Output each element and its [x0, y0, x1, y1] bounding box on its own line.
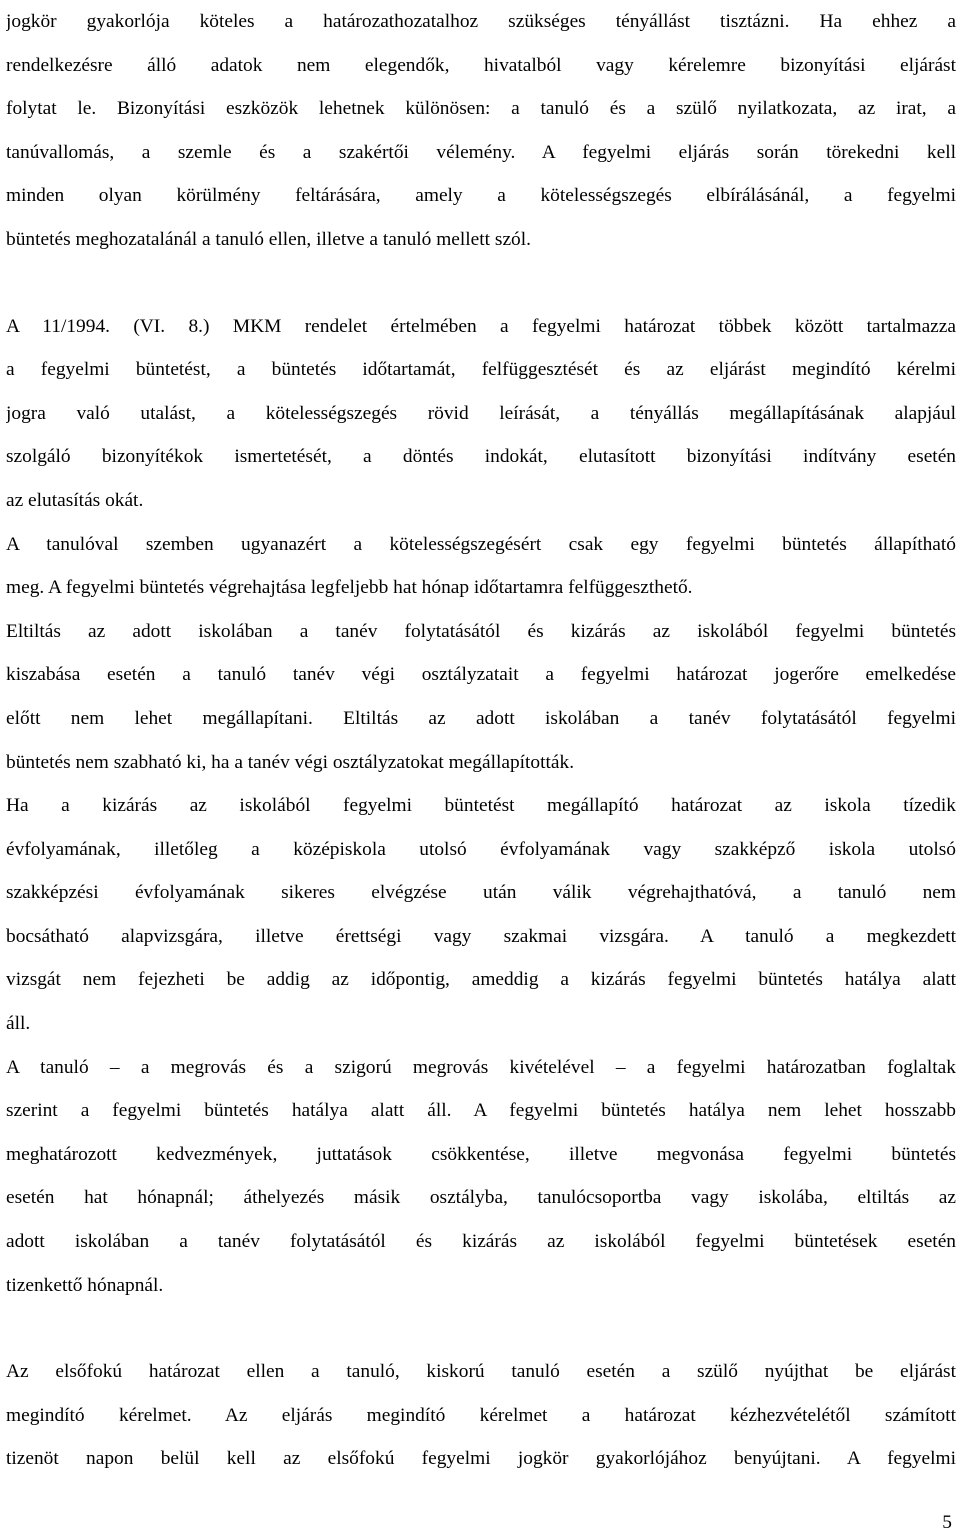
text-line: büntetés meghozatalánál a tanuló ellen, illetve a tanuló mellett szól. — [6, 228, 531, 250]
text-line: A tanuló – a megrovás és a szigorú megrovás kivételével – a fegyelmi határozatban foglaltak — [6, 1056, 956, 1078]
text-line: szolgáló bizonyítékok ismertetését, a döntés indokát, elutasított bizonyítási indítvány esetén — [6, 446, 956, 468]
page-number: 5 — [942, 1512, 952, 1533]
text-line: Ha a kizárás az iskolából fegyelmi büntetést megállapító határozat az iskola tízedik — [6, 795, 956, 817]
paragraph-fact-finding — [6, 0, 956, 262]
paragraph-penalty-duration — [6, 1046, 956, 1308]
paragraph-gap — [6, 262, 956, 305]
text-line: vizsgát nem fejezheti be addig az időpontig, ameddig a kizárás fegyelmi büntetés hatálya alatt — [6, 969, 956, 991]
text-line: előtt nem lehet megállapítani. Eltiltás az adott iskolában a tanév folytatásától fegyelmi — [6, 707, 956, 729]
text-line: folytat le. Bizonyítási eszközök lehetnek különösen: a tanuló és a szülő nyilatkozata, az irat, a — [6, 98, 956, 120]
text-line: meg. A fegyelmi büntetés végrehajtása legfeljebb hat hónap időtartamra felfüggeszthető. — [6, 577, 693, 599]
text-line: Eltiltás az adott iskolában a tanév folytatásától és kizárás az iskolából fegyelmi büntetés — [6, 620, 956, 642]
paragraph-suspension-grades — [6, 610, 956, 784]
document-page — [6, 0, 956, 1481]
text-line: szerint a fegyelmi büntetés hatálya alatt áll. A fegyelmi büntetés hatálya nem lehet hosszabb — [6, 1100, 956, 1122]
text-line: kiszabása esetén a tanuló tanév végi osztályzatait a fegyelmi határozat jogerőre emelkedése — [6, 664, 956, 686]
paragraph-gap — [6, 1307, 956, 1350]
text-line: tanúvallomás, a szemle és a szakértői vélemény. A fegyelmi eljárás során törekedni kell — [6, 141, 956, 163]
text-line: minden olyan körülmény feltárására, amely a kötelességszegés elbírálásánál, a fegyelmi — [6, 185, 956, 207]
text-line: adott iskolában a tanév folytatásától és kizárás az iskolából fegyelmi büntetések esetén — [6, 1231, 956, 1253]
text-line: esetén hat hónapnál; áthelyezés másik osztályba, tanulócsoportba vagy iskolába, eltiltás az — [6, 1187, 956, 1209]
text-line: meghatározott kedvezmények, juttatások csökkentése, illetve megvonása fegyelmi büntetés — [6, 1143, 956, 1165]
text-line: szakképzési évfolyamának sikeres elvégzése után válik végrehajthatóvá, a tanuló nem — [6, 882, 956, 904]
text-line: tizenöt napon belül kell az elsőfokú fegyelmi jogkör gyakorlójához benyújtani. A fegyelmi — [6, 1448, 956, 1470]
text-line: jogkör gyakorlója köteles a határozathozatalhoz szükséges tényállást tisztázni. Ha ehhez a — [6, 11, 956, 32]
text-line: megindító kérelmet. Az eljárás megindító kérelmet a határozat kézhezvételétől számított — [6, 1404, 956, 1426]
text-line: évfolyamának, illetőleg a középiskola utolsó évfolyamának vagy szakképző iskola utolsó — [6, 838, 956, 860]
text-line: a fegyelmi büntetést, a büntetés időtartamát, felfüggesztését és az eljárást megindító kérelmi — [6, 359, 956, 381]
paragraph-decree-contents — [6, 305, 956, 523]
text-line: tizenkettő hónapnál. — [6, 1274, 164, 1296]
text-line: bocsátható alapvizsgára, illetve érettségi vagy szakmai vizsgára. A tanuló a megkezdett — [6, 925, 956, 947]
text-line: A 11/1994. (VI. 8.) MKM rendelet értelmében a fegyelmi határozat többek között tartalmazza — [6, 315, 956, 337]
paragraph-expulsion-exams — [6, 784, 956, 1046]
paragraph-single-penalty — [6, 523, 956, 610]
text-line: rendelkezésre álló adatok nem elegendők, hivatalból vagy kérelemre bizonyítási eljárást — [6, 54, 956, 76]
text-line: A tanulóval szemben ugyanazért a kötelességszegésért csak egy fegyelmi büntetés állapítható — [6, 533, 956, 555]
text-line: büntetés nem szabható ki, ha a tanév végi osztályzatokat megállapították. — [6, 751, 575, 773]
text-line: Az elsőfokú határozat ellen a tanuló, kiskorú tanuló esetén a szülő nyújthat be eljárást — [6, 1361, 956, 1383]
text-line: jogra való utalást, a kötelességszegés rövid leírását, a tényállás megállapításának alapjául — [6, 402, 956, 424]
paragraph-appeal — [6, 1350, 956, 1481]
text-line: áll. — [6, 1013, 31, 1035]
text-line: az elutasítás okát. — [6, 489, 144, 511]
